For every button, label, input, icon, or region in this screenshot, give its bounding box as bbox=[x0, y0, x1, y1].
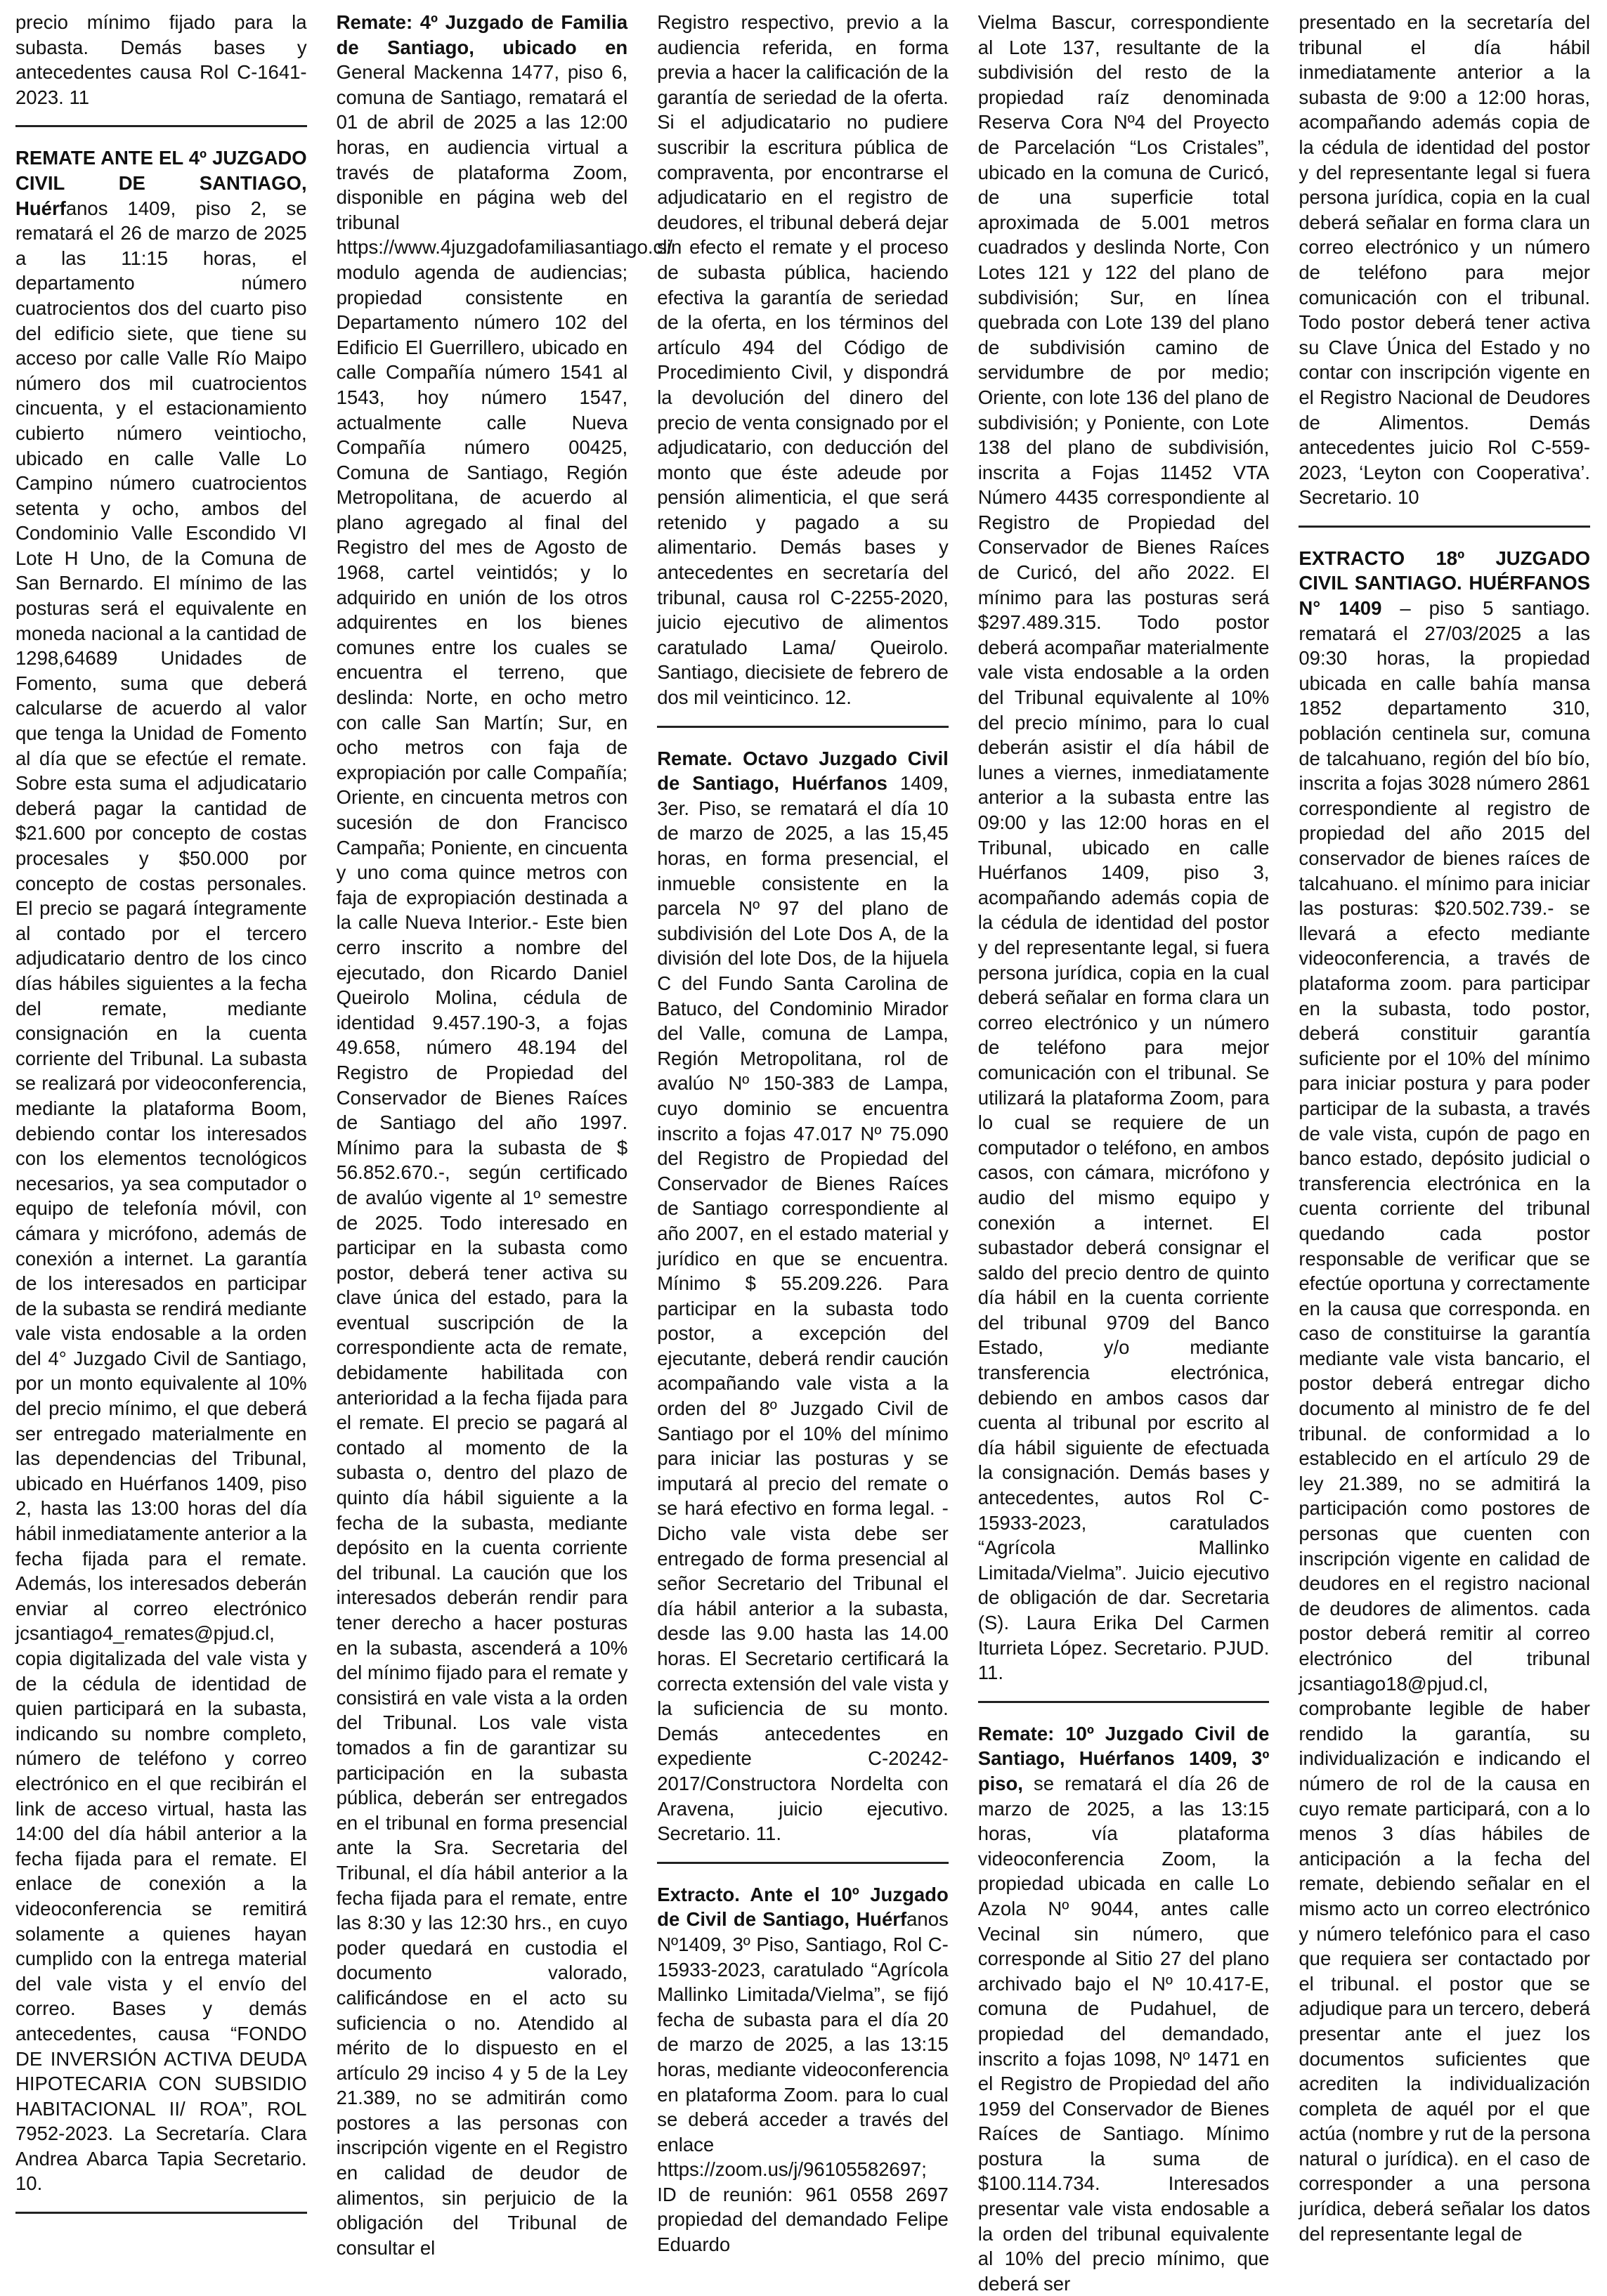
notice-text bbox=[978, 1721, 1270, 2296]
notice-heading: Remate: 10º Juzgado Civil de Santiago, Huérfanos 1409, 3º piso, bbox=[977, 1722, 1270, 1794]
notice bbox=[1299, 10, 1590, 510]
notice-divider bbox=[657, 1862, 949, 1864]
notice-body: anos Nº1409, 3º Piso, Santiago, Rol C-15933-2023, caratulado “Agrícola Mallinko Limitada/Vielma”, se fijó fecha de subasta para el día 20 de marzo de 2025, a las 13:15 horas, mediante videoconferencia en plataforma Zoom. para lo cual se deberá acceder a través del enlace https://zoom.us/j/96105582697; ID de reunión: 961 0558 2697 propiedad del demandado Felipe Eduardo bbox=[657, 1908, 949, 2256]
notice-body: precio mínimo fijado para la subasta. Demás bases y antecedentes causa Rol C-1641-2023. 11 bbox=[15, 11, 307, 108]
notice-divider bbox=[1299, 526, 1590, 528]
notice bbox=[978, 10, 1270, 1685]
notice-text bbox=[657, 10, 949, 710]
notice-body: Vielma Bascur, correspondiente al Lote 137, resultante de la subdivisión del resto de la propiedad raíz denominada Reserva Cora Nº4 del Proyecto de Parcelación “Los Cristales”, ubicado en la comuna de Curicó, de una superficie total aproximada de 5.001 metros cuadrados y deslinda Norte, Con Lotes 121 y 122 del plano de subdivisión; Sur, en línea quebrada con Lote 139 del plano de subdivisión camino de servidumbre de por medio; Oriente, con lote 136 del plano de subdivisión; y Poniente, con Lote 138 del plano de subdivisión, inscrita a Fojas 11452 VTA Número 4435 correspondiente al Registro de Propiedad del Conservador de Bienes Raíces de Curicó, del año 2022. El mínimo para las posturas será $297.489.315. Todo postor deberá acompañar materialmente vale vista endosable a la orden del Tribunal equivalente al 10% del precio mínimo, para lo cual deberán asistir el día hábil de lunes a viernes, inmediatamente anterior a la subasta entre las 09:00 y las 12:00 horas en el Tribunal, ubicado en calle Huérfanos 1409, piso 3, acompañando además copia de la cédula de identidad del postor y del representante legal, si fuera persona jurídica, copia en la cual deberá señalar en forma clara un correo electrónico y un número de teléfono para mejor comunicación con el tribunal. Se utilizará la plataforma Zoom, para lo cual se requiere de un computador o teléfono, en ambos casos, con cámara, micrófono y audio del mismo equipo y conexión a internet. El subastador deberá consignar el saldo del precio dentro de quinto día hábil en la cuenta corriente del tribunal 9709 del Banco Estado, y/o mediante transferencia electrónica, debiendo en ambos casos dar cuenta al tribunal por escrito al día hábil siguiente de efectuada la consignación. Demás bases y antecedentes, autos Rol C-15933-2023, caratulados “Agrícola Mallinko Limitada/Vielma”. Juicio ejecutivo de obligación de dar. Secretaria (S). Laura Erika Del Carmen Iturrieta López. Secretario. PJUD. 11. bbox=[977, 11, 1270, 1684]
notice-text bbox=[657, 746, 949, 1846]
notice-text bbox=[1299, 546, 1590, 2246]
notice-divider bbox=[15, 2212, 307, 2214]
notice-heading: REMATE ANTE EL 4º JUZGADO CIVIL DE SANTIAGO, Huérf bbox=[15, 147, 307, 219]
notice-body: General Mackenna 1477, piso 6, comuna de Santiago, rematará el 01 de abril de 2025 a las 12:00 horas, en audiencia virtual a través de plataforma Zoom, disponible en página web del tribunal https://www.4juzgadofamiliasantiago.cl/ modulo agenda de audiencias; propiedad consistente en Departamento número 102 del Edificio El Guerrillero, ubicado en calle Compañía número 1541 al 1543, hoy número 1547, actualmente calle Nueva Compañía número 00425, Comuna de Santiago, Región Metropolitana, de acuerdo al plano agregado al final del Registro del mes de Agosto de 1968, cartel veintidós; y lo adquirido en unión de los otros adquirentes en los bienes comunes entre los cuales se encuentra el terreno, que deslinda: Norte, en ocho metro con calle San Martín; Sur, en ocho metros con faja de expropiación por calle Compañía; Oriente, en cincuenta metros con sucesión de don Francisco Campaña; Poniente, en cincuenta y uno coma quince metros con faja de expropiación destinada a la calle Nueva Interior.- Este bien cerro inscrito a nombre del ejecutado, don Ricardo Daniel Queirolo Molina, cédula de identidad 9.457.190-3, a fojas 49.658, número 48.194 del Registro de Propiedad del Conservador de Bienes Raíces de Santiago del año 1997. Mínimo para la subasta de $ 56.852.670.-, según certificado de avalúo vigente al 1º semestre de 2025. Todo interesado en participar en la subasta como postor, deberá tener activa su clave única del estado, para la eventual suscripción de la correspondiente acta de remate, debidamente habilitada con anterioridad a la fecha fijada para el remate. El precio se pagará al contado al momento de la subasta o, dentro del plazo de quinto día hábil siguiente a la fecha de la subasta, mediante depósito en la cuenta corriente del tribunal. La caución que los interesados deberán rendir para tener derecho a hacer posturas en la subasta, ascenderá a 10% del mínimo fijado para el remate y consistirá en vale vista a la orden del Tribunal. Los vale vista tomados a fin de garantizar su participación en la subasta pública, deberán ser entregados en el tribunal en forma presencial ante la Sra. Secretaria del Tribunal, el día hábil anterior a la fecha fijada para el remate, entre las 8:30 y las 12:30 hrs., en cuyo poder quedará en custodia el documento valorado, calificándose en el acto su suficiencia o no. Atendido al mérito de lo dispuesto en el artículo 29 inciso 4 y 5 de la Ley 21.389, no se admitirán como postores a las personas con inscripción vigente en el Registro en calidad de deudor de alimentos, sin perjuicio de la obligación del Tribunal de consultar el bbox=[336, 61, 673, 2259]
notice-body: se rematará el día 26 de marzo de 2025, a las 13:15 horas, vía plataforma videoconferencia Zoom, la propiedad ubicada en calle Lo Azola Nº 9044, antes calle Vecinal sin número, que corresponde al Sitio 27 del plano archivado bajo el Nº 10.417-E, comuna de Pudahuel, de propiedad del demandado, inscrito a fojas 1098, Nº 1471 en el Registro de Propiedad del año 1959 del Conservador de Bienes Raíces de Santiago. Mínimo postura la suma de $100.114.734. Interesados presentar vale vista endosable a la orden del tribunal equivalente al 10% del precio mínimo, que deberá ser bbox=[977, 1772, 1270, 2295]
notice-text bbox=[336, 10, 673, 2260]
notice-text bbox=[15, 10, 307, 110]
notice-divider bbox=[15, 125, 307, 127]
column-5 bbox=[1299, 10, 1590, 2257]
notice-body: Registro respectivo, previo a la audiencia referida, en forma previa a hacer la calificación de la garantía de seriedad de la oferta. Si el adjudicatario no pudiere suscribir la escritura pública de compraventa, por encontrarse el adjudicatario en el registro de deudores, el tribunal deberá dejar sin efecto el remate y el proceso de subasta pública, haciendo efectiva la garantía de seriedad de la oferta, en los términos del artículo 494 del Código de Procedimiento Civil, y dispondrá la devolución del dinero del precio de venta consignado por el adjudicatario, con deducción del monto que éste adeude por pensión alimenticia, el que será retenido y pagado a su alimentario. Demás bases y antecedentes en secretaría del tribunal, causa rol C-2255-2020, juicio ejecutivo de alimentos caratulado Lama/ Queirolo. Santiago, diecisiete de febrero de dos mil veinticinco. 12. bbox=[657, 11, 949, 709]
notice bbox=[978, 1721, 1270, 2296]
notice-divider bbox=[978, 1701, 1270, 1703]
notice-body: 1409, 3er. Piso, se rematará el día 10 de marzo de 2025, a las 15,45 horas, en forma presencial, el inmueble consistente en la parcela Nº 97 del plano de subdivisión del Lote Dos A, de la división del lote Dos, de la hijuela C del Fundo Santa Carolina de Batuco, del Condominio Mirador del Valle, comuna de Lampa, Región Metropolitana, rol de avalúo Nº 150-383 de Lampa, cuyo dominio se encuentra inscrito a fojas 47.017 Nº 75.090 del Registro de Propiedad del Conservador de Bienes Raíces de Santiago correspondiente al año 2007, en el estado material y jurídico en que se encuentra. Mínimo $ 55.209.226. Para participar en la subasta todo postor, a excepción del ejecutante, deberá rendir caución acompañando vale vista a la orden del 8º Juzgado Civil de Santiago por el 10% del mínimo para iniciar las posturas y se imputará al precio del remate o se hará efectivo en forma legal. - Dicho vale vista debe ser entregado de forma presencial al señor Secretario del Tribunal el día hábil anterior a la subasta, desde las 9.00 hasta las 14.00 horas. El Secretario certificará la correcta extensión del vale vista y la suficiencia de su monto. Demás antecedentes en expediente C-20242-2017/Constructora Nordelta con Aravena, juicio ejecutivo. Secretario. 11. bbox=[657, 772, 949, 1845]
notice-divider bbox=[657, 726, 949, 728]
column-2 bbox=[336, 10, 673, 2259]
notice-body: anos 1409, piso 2, se rematará el 26 de marzo de 2025 a las 11:15 horas, el departamento número cuatrocientos dos del cuarto piso del edificio siete, que tiene su acceso por calle Valle Río Maipo número dos mil cuatrocientos cincuenta, y el estacionamiento cubierto número veintiocho, ubicado en calle Valle Lo Campino número cuatrocientos setenta y ocho, ambos del Condominio Valle Escondido VI Lote H Uno, de la Comuna de San Bernardo. El mínimo de las posturas será el equivalente en moneda nacional a la cantidad de 1298,64689 Unidades de Fomento, suma que deberá calcularse de acuerdo al valor que tenga la Unidad de Fomento al día que se efectúe el remate. Sobre esta suma el adjudicatario deberá pagar la cantidad de $21.600 por concepto de costas procesales y $50.000 por concepto de costas personales. El precio se pagará íntegramente al contado por el tercero adjudicatario dentro de los cinco días hábiles siguientes a la fecha del remate, mediante consignación en la cuenta corriente del Tribunal. La subasta se realizará por videoconferencia, mediante la plataforma Boom, debiendo contar los interesados con los elementos tecnológicos necesarios, ya sea computador o equipo de telefonía móvil, con cámara y micrófono, además de conexión a internet. La garantía de los interesados en participar de la subasta se rendirá mediante vale vista endosable a la orden del 4° Juzgado Civil de Santiago, por un monto equivalente al 10% del precio mínimo, el que deberá ser entregado materialmente en las dependencias del Tribunal, ubicado en Huérfanos 1409, piso 2, hasta las 13:00 horas del día hábil inmediatamente anterior a la fecha fijada para el remate. Además, los interesados deberán enviar al correo electrónico jcsantiago4_remates@pjud.cl, copia digitalizada del vale vista y de la cédula de identidad de quien participará en la subasta, indicando su nombre completo, número de teléfono y correo electrónico en el que recibirán el link de acceso virtual, hasta las 14:00 del día hábil anterior a la fecha fijada para el remate. El enlace de conexión a la videoconferencia se remitirá solamente a quienes hayan cumplido con la entrega material del vale vista y el envío del correo. Bases y demás antecedentes, causa “FONDO DE INVERSIÓN ACTIVA DEUDA HIPOTECARIA CON SUBSIDIO HABITACIONAL II/ ROA”, ROL 7952-2023. La Secretaría. Clara Andrea Abarca Tapia Secretario. 10. bbox=[15, 197, 307, 2195]
notice-text bbox=[1299, 10, 1590, 510]
column-1 bbox=[15, 10, 307, 2257]
column-4 bbox=[977, 10, 1270, 2295]
notice-heading: Remate: 4º Juzgado de Familia de Santiago, ubicado en bbox=[336, 11, 628, 58]
notice-heading: Remate. Octavo Juzgado Civil de Santiago, Huérfanos bbox=[657, 747, 949, 795]
notice-text bbox=[15, 145, 307, 2196]
notice bbox=[336, 10, 673, 2260]
notice-body: presentado en la secretaría del tribunal el día hábil inmediatamente anterior a la subasta de 9:00 a 12:00 horas, acompañando además copia de la cédula de identidad del postor y del representante legal si fuera persona jurídica, copia en la cual deberá señalar en forma clara un correo electrónico y un número de teléfono para mejor comunicación con el tribunal. Todo postor deberá tener activa su Clave Única del Estado y no contar con inscripción vigente en el Registro Nacional de Deudores de Alimentos. Demás antecedentes juicio Rol C-559-2023, ‘Leyton con Cooperativa’. Secretario. 10 bbox=[1299, 11, 1590, 509]
column-3 bbox=[657, 10, 949, 2257]
notice bbox=[657, 1882, 949, 2257]
notice bbox=[1299, 546, 1590, 2246]
notice-heading: Extracto. Ante el 10º Juzgado de Civil de Santiago, Huérf bbox=[657, 1883, 949, 1931]
notice bbox=[657, 746, 949, 1846]
notice-heading: EXTRACTO 18º JUZGADO CIVIL SANTIAGO. HUÉRFANOS N° 1409 bbox=[1299, 547, 1590, 620]
notice-body: – piso 5 santiago. rematará el 27/03/2025 a las 09:30 horas, la propiedad ubicada en calle bahía mansa 1852 departamento 310, población centinela sur, comuna de talcahuano, región del bío bío, inscrita a fojas 3028 número 2861 correspondiente al registro de propiedad del año 2015 del conservador de bienes raíces de talcahuano. el mínimo para iniciar las posturas: $20.502.739.- se llevará a efecto mediante videoconferencia, a través de plataforma zoom. para participar en la subasta, todo postor, deberá constituir garantía suficiente por el 10% del mínimo para iniciar postura y para poder participar de la subasta, a través de vale vista, cupón de pago en banco estado, depósito judicial o transferencia electrónica en la cuenta corriente del tribunal quedando cada postor responsable de verificar que se efectúe oportuna y correctamente en la causa que corresponda. en caso de constituirse la garantía mediante vale vista bancario, el postor deberá entregar dicho documento al ministro de fe del tribunal. de conformidad a lo establecido en el artículo 29 de ley 21.389, no se admitirá la participación como postores de personas que cuenten con inscripción vigente en calidad de deudores en el registro nacional de deudores de alimentos. cada postor deberá remitir al correo electrónico del tribunal jcsantiago18@pjud.cl, comprobante legible de haber rendido la garantía, su individualización e indicando el número de rol de la causa en cuyo remate participará, con a lo menos 3 días hábiles de anticipación a la fecha del remate, debiendo señalar en el mismo acto un correo electrónico y número telefónico para el caso que requiera ser contactado por el tribunal. el postor que se adjudique para un tercero, deberá presentar ante el juez los documentos suficientes que acrediten la individualización completa de aquél por el que actúa (nombre y rut de la persona natural o jurídica). en el caso de corresponder a una persona jurídica, deberá señalar los datos del representante legal de bbox=[1299, 597, 1590, 2245]
notice bbox=[657, 10, 949, 710]
notice bbox=[15, 10, 307, 110]
notice bbox=[15, 145, 307, 2196]
notice-text bbox=[978, 10, 1270, 1685]
notice-text bbox=[657, 1882, 949, 2257]
